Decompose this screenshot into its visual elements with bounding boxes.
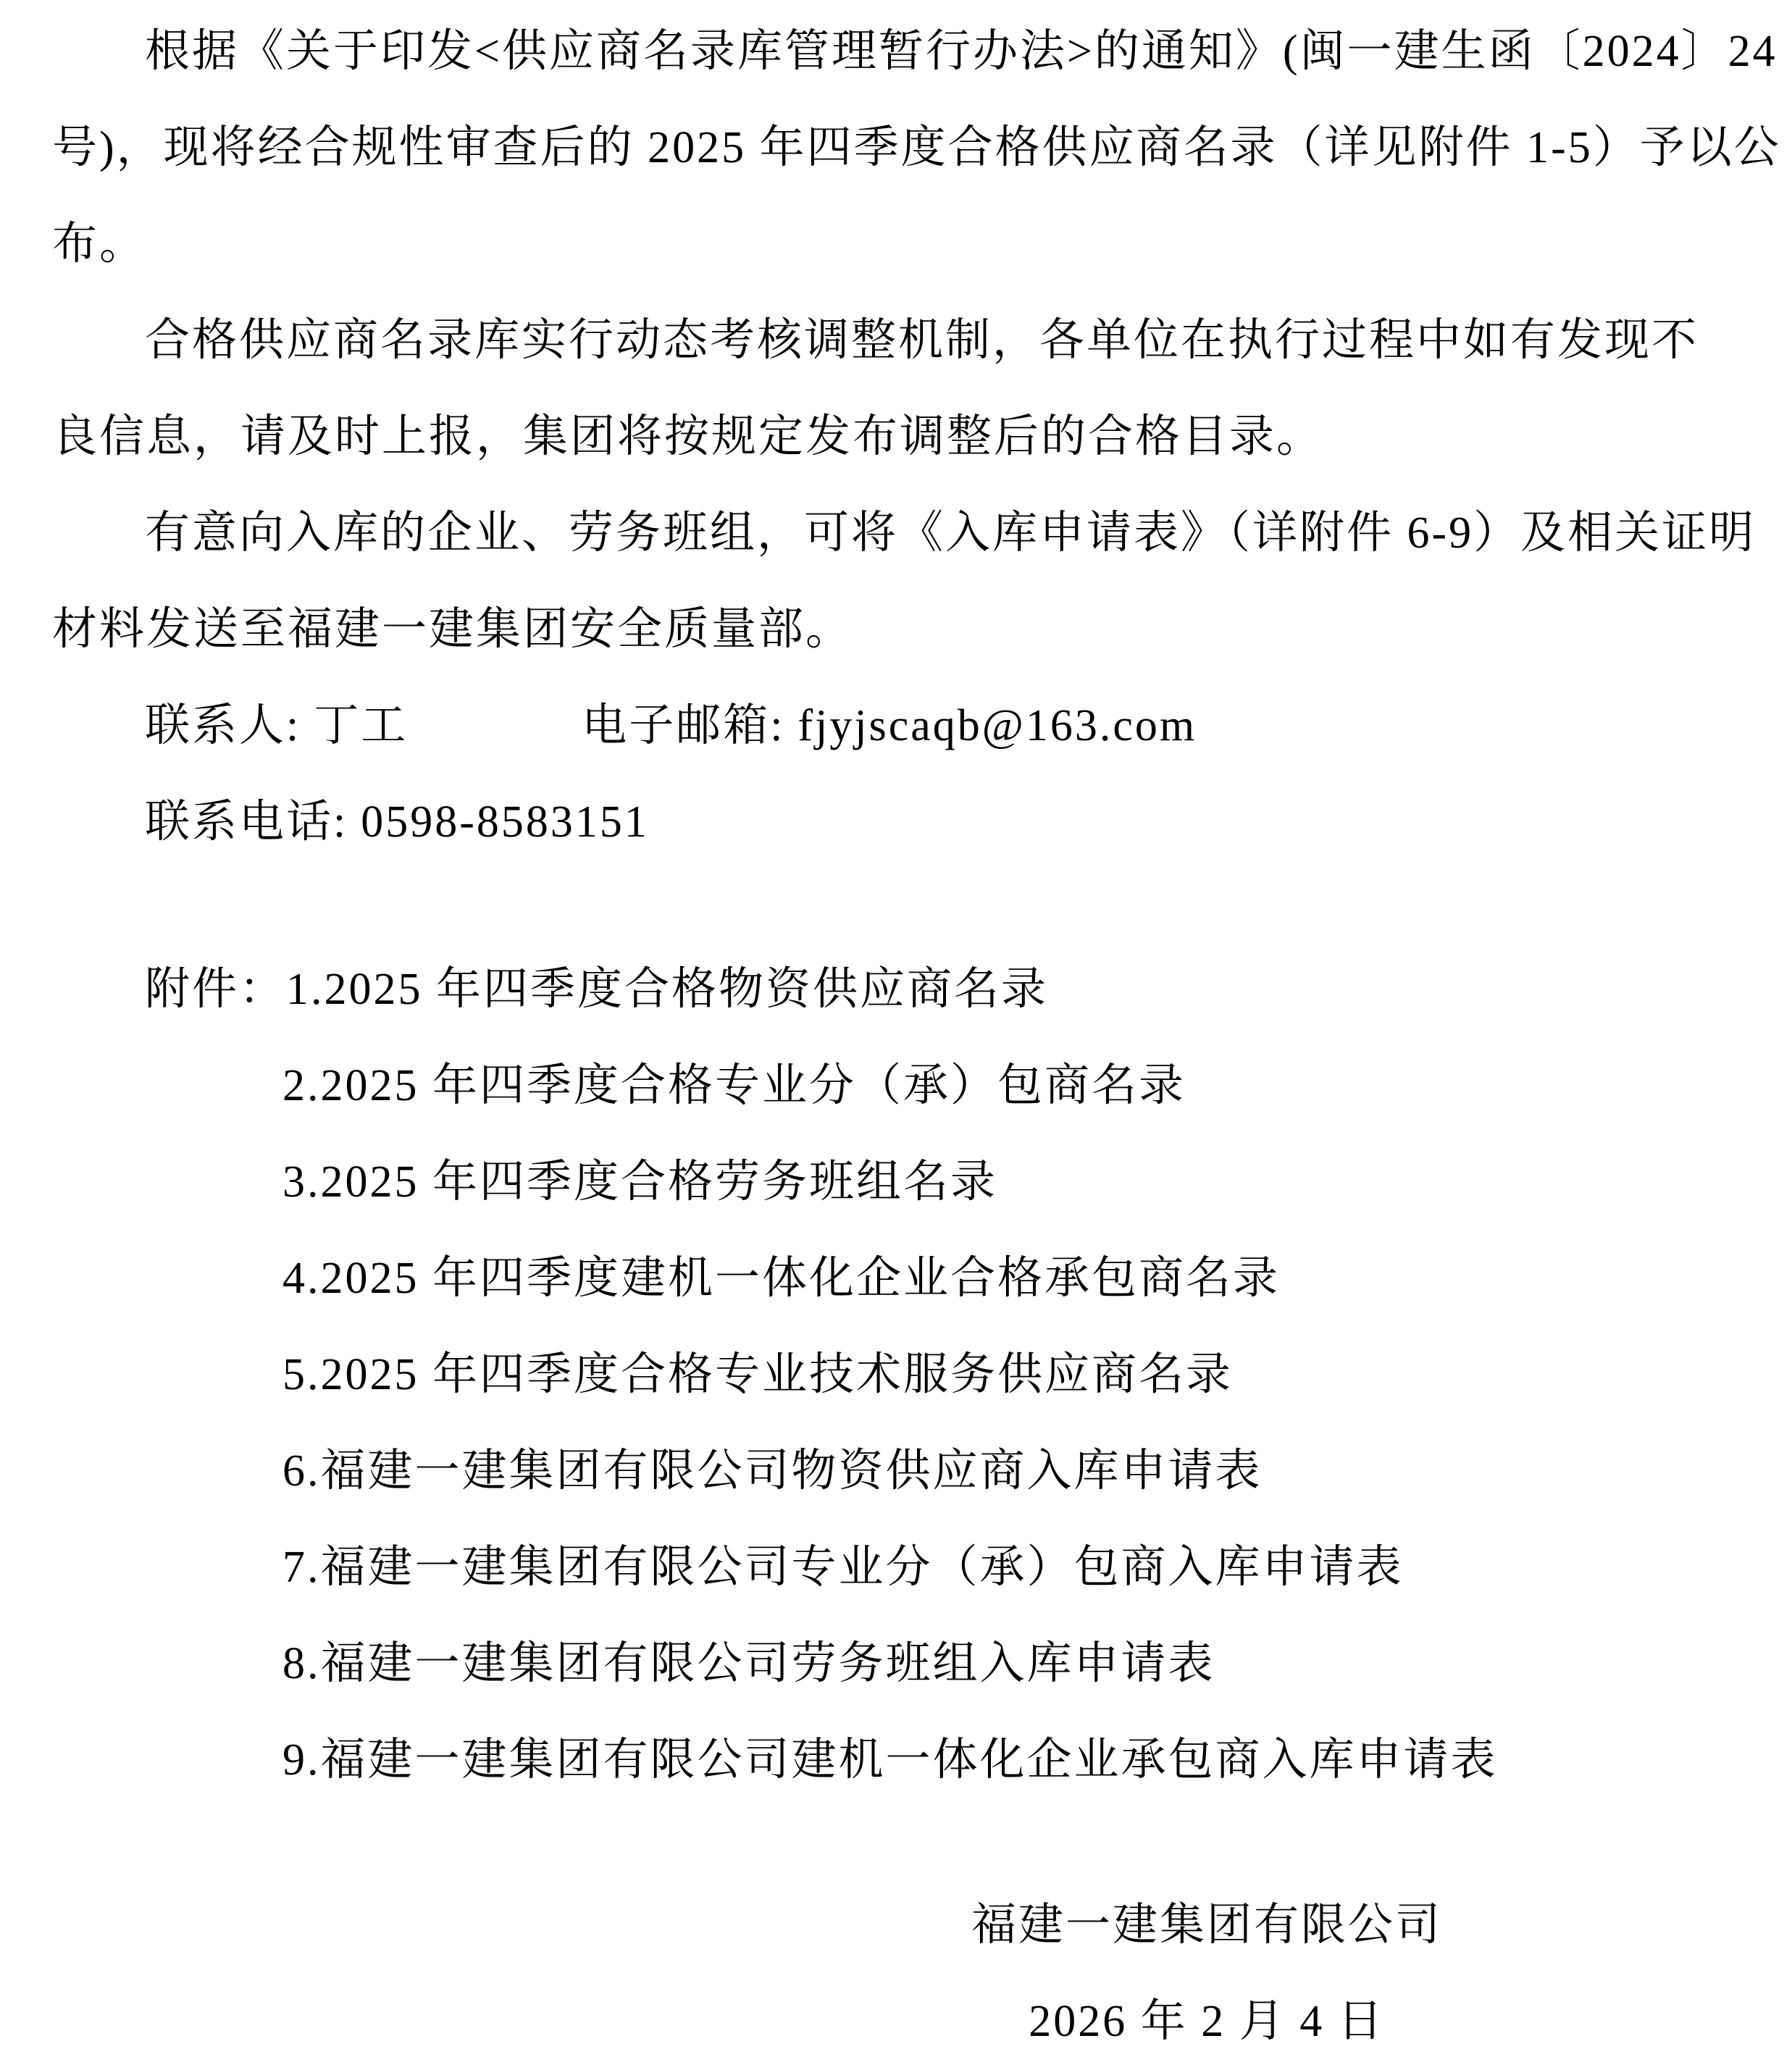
attachment-item: 7.福建一建集团有限公司专业分（承）包商入库申请表 [282, 1543, 1404, 1592]
contact-block [52, 678, 1792, 871]
signature-block [621, 1877, 1792, 2070]
paragraph-line: 号)，现将经合规性审查后的 2025 年四季度合格供应商名录（详见附件 1-5）予以公 [52, 123, 1781, 172]
paragraph-line: 合格供应商名录库实行动态考核调整机制，各单位在执行过程中如有发现不 [145, 316, 1699, 365]
attachments-block [52, 942, 1792, 1809]
signature-company: 福建一建集团有限公司 [971, 1901, 1442, 1950]
paragraph-line: 布。 [52, 219, 147, 269]
paragraph-1 [52, 4, 1792, 293]
contact-person-label: 联系人: [145, 701, 301, 750]
attachment-item: 6.福建一建集团有限公司物资供应商入库申请表 [282, 1446, 1263, 1496]
contact-phone-value: 0598-8583151 [361, 797, 649, 847]
attachment-item: 2.2025 年四季度合格专业分（承）包商名录 [282, 1061, 1186, 1110]
attachment-item: 1.2025 年四季度合格物资供应商名录 [286, 965, 1049, 1014]
signature-date: 2026 年 2 月 4 日 [1029, 1997, 1385, 2046]
attachments-first-line [52, 942, 1792, 1038]
contact-phone-label: 联系电话: [145, 797, 348, 847]
paragraph-line: 材料发送至福建一建集团安全质量部。 [52, 605, 853, 654]
attachment-item: 8.福建一建集团有限公司劳务班组入库申请表 [282, 1639, 1215, 1688]
contact-email-label: 电子邮箱: [582, 701, 785, 750]
contact-phone-line [52, 774, 1792, 871]
attachment-item: 3.2025 年四季度合格劳务班组名录 [282, 1157, 998, 1207]
contact-email-value: fjyjscaqb@163.com [797, 701, 1197, 750]
contact-person-line [52, 678, 1792, 774]
paragraph-line: 良信息，请及时上报，集团将按规定发布调整后的合格目录。 [52, 412, 1324, 461]
paragraph-line: 有意向入库的企业、劳务班组，可将《入库申请表》（详附件 6-9）及相关证明 [145, 508, 1757, 558]
attachments-label: 附件： [145, 965, 287, 1014]
paragraph-2 [52, 293, 1792, 485]
attachment-item: 5.2025 年四季度合格专业技术服务供应商名录 [282, 1350, 1234, 1399]
paragraph-line: 根据《关于印发<供应商名录库管理暂行办法>的通知》(闽一建生函〔2024〕24 [145, 27, 1778, 76]
paragraph-3 [52, 485, 1792, 678]
contact-person-value: 丁工 [314, 701, 409, 750]
attachment-item: 9.福建一建集团有限公司建机一体化企业承包商入库申请表 [282, 1735, 1498, 1785]
attachment-item: 4.2025 年四季度建机一体化企业合格承包商名录 [282, 1254, 1281, 1303]
